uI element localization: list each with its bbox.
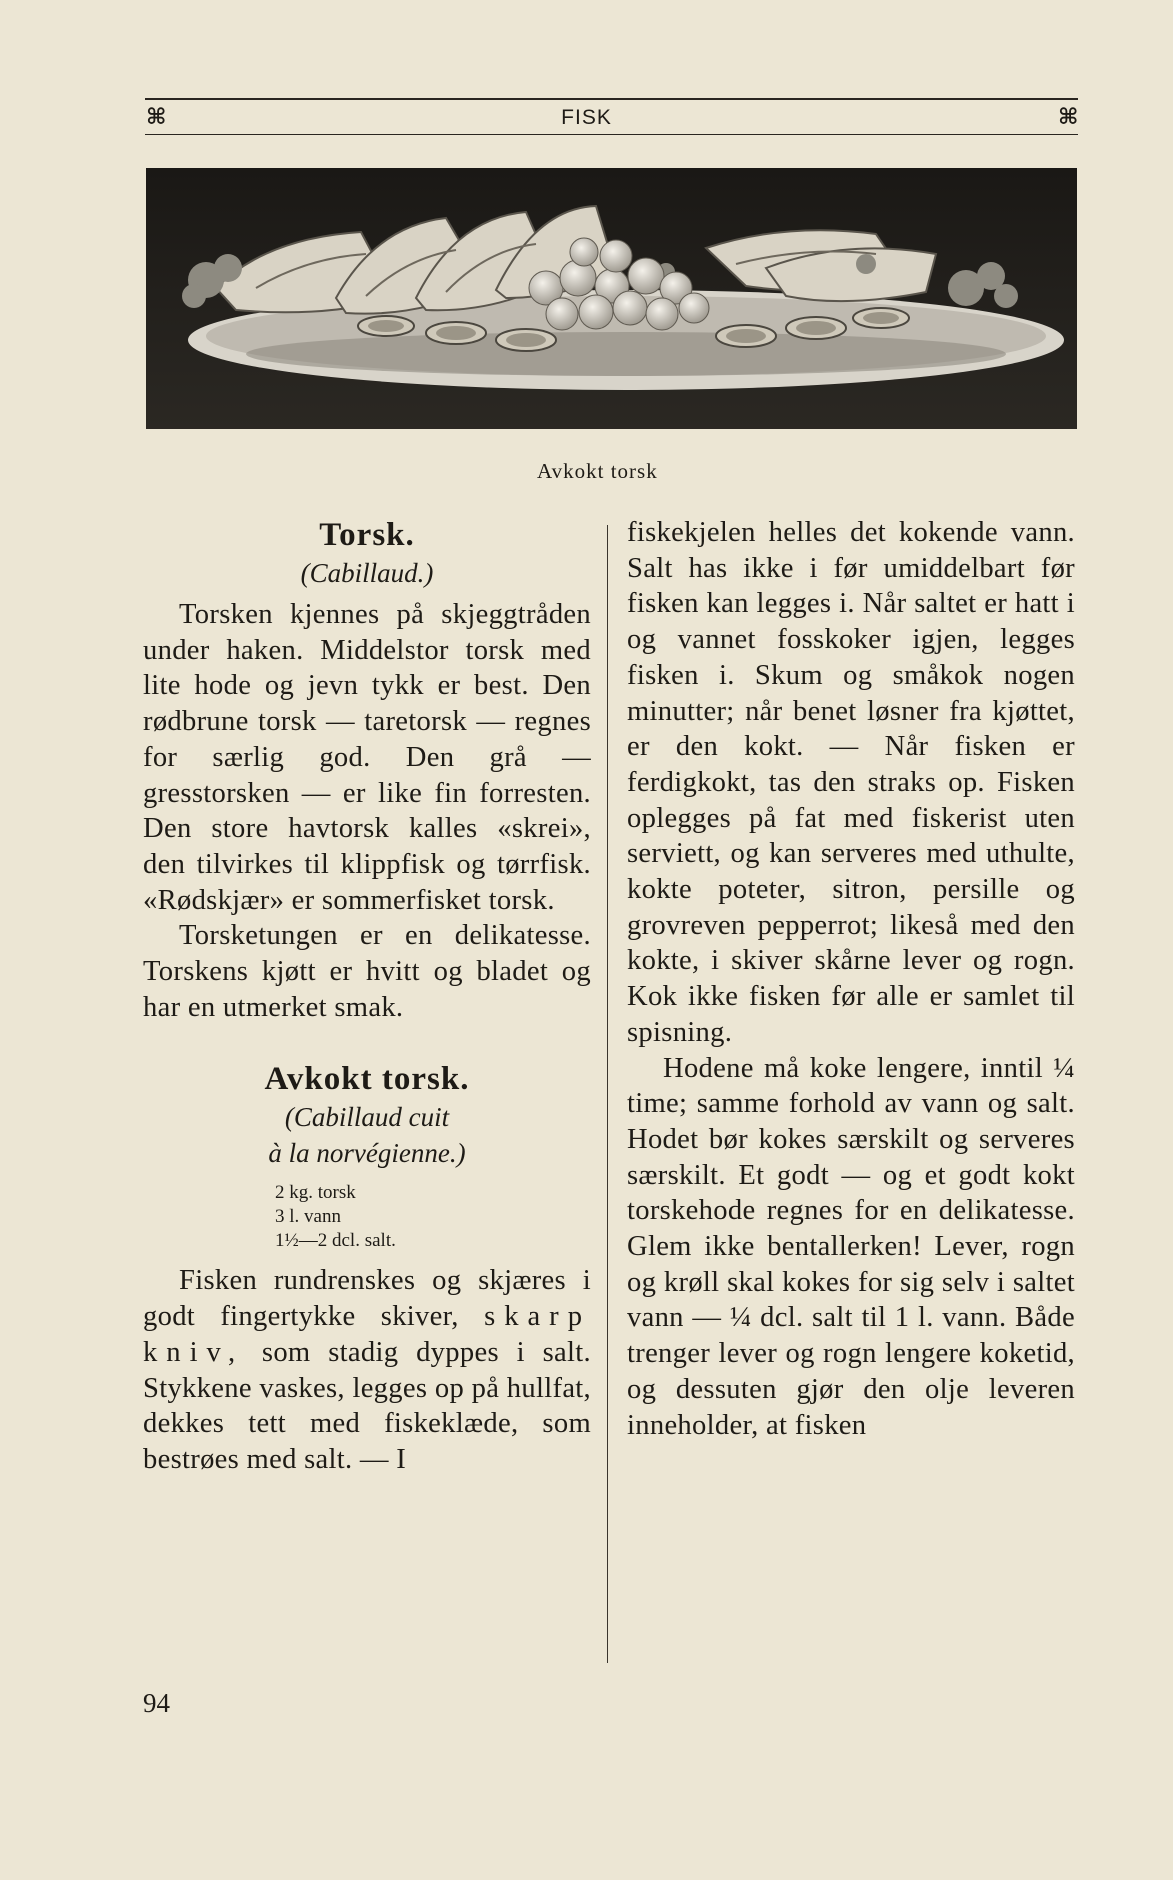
header-ornament-right-icon: ⌘: [1058, 104, 1079, 130]
recipe-paragraph-1-emphasis: skarp kniv,: [143, 1301, 591, 1368]
right-column: [627, 515, 1075, 1443]
header-rule-bottom: [145, 134, 1078, 135]
recipe-subtitle-line-1: (Cabillaud cuit: [284, 1102, 450, 1133]
section-title: Torsk.: [319, 517, 415, 553]
ingredient-item: 1½—2 dcl. salt.: [275, 1230, 396, 1252]
header-rule-top: [145, 98, 1078, 100]
ingredient-item: 3 l. vann: [275, 1206, 341, 1228]
ingredient-item: 2 kg. torsk: [275, 1182, 356, 1204]
recipe-subtitle-line-2: à la norvégienne.): [268, 1138, 466, 1169]
photo-caption: Avkokt torsk: [537, 459, 658, 483]
page-number: 94: [143, 1688, 170, 1718]
running-header-title: FISK: [561, 106, 612, 129]
section-subtitle: (Cabillaud.): [300, 558, 434, 588]
column-divider: [607, 525, 608, 1663]
section-paragraph-2: Torsketungen er en delikatesse. Torskens kjøtt er hvitt og bladet og har en utmerket smak.: [143, 920, 591, 1023]
recipe-paragraph-1-end: som stadig dyppes i salt. Stykkene vaskes, legges op på hullfat, dekkes tett med fiskeklæde, som bestrøes med salt. — I: [143, 1336, 591, 1475]
header-ornament-left-icon: ⌘: [146, 104, 167, 130]
right-paragraph-1: fiskekjelen helles det kokende vann. Salt has ikke i før umiddelbart før fisken kan legges i. Når saltet er hatt i og vannet fosskoker igjen, legges fisken i. Skum og småkok nogen minutter; når benet løsner fra kjøttet, er den kokt. — Når fisken er ferdigkokt, tas den straks op. Fisken oplegges på fat med fiskerist uten serviett, og kan serveres med uthulte, kokte poteter, sitron, persille og grovreven pepperrot; likeså med den kokte, i skiver skårne lever og rogn. Kok ikke fisken før alle er samlet til spisning.: [627, 517, 1075, 1048]
recipe-paragraph-1: [143, 1263, 591, 1477]
recipe-paragraph-1-start: Fisken rundrenskes og skjæres i godt fingertykke skiver,: [143, 1265, 591, 1333]
fish-platter-photo: [146, 168, 1077, 429]
section-paragraph-1: Torsken kjennes på skjeggtråden under haken. Middelstor torsk med lite hode og jevn tykk er best. Den rødbrune torsk — taretorsk — regnes for særlig god. Den grå — gresstorsken — er like fin forresten. Den store havtorsk kalles «skrei», den tilvirkes til klippfisk og tørrfisk. «Rødskjær» er sommerfisket torsk.: [143, 599, 591, 916]
recipe-title: Avkokt torsk.: [264, 1061, 470, 1098]
right-paragraph-2: Hodene må koke lengere, inntil ¼ time; samme forhold av vann og salt. Hodet bør kokes særskilt og serveres særskilt. Et godt — og et godt kokt torskehode regnes for en delikatesse. Glem ikke bentallerken! Lever, rogn og krøll skal kokes for sig selv i saltet vann — ¼ dcl. salt til 1 l. vann. Både trenger lever og rogn lengere koketid, og dessuten gjør den olje leveren inneholder, at fisken: [627, 1052, 1075, 1441]
left-column: [143, 515, 591, 1478]
ingredient-list: [275, 1181, 591, 1253]
